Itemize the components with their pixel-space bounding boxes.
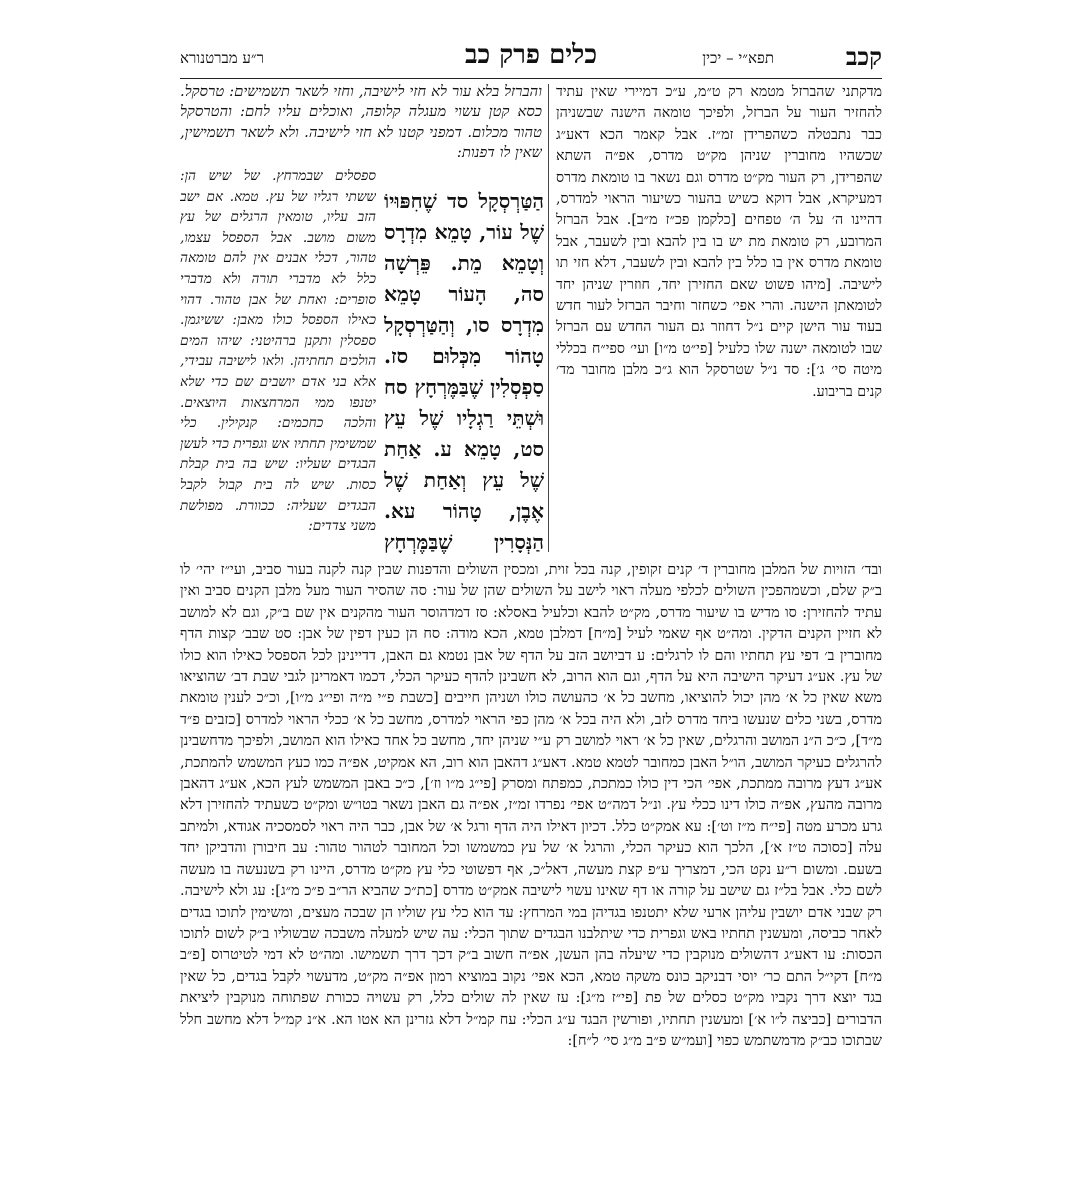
header-rule [180, 78, 882, 79]
column-divider [548, 84, 549, 552]
bartenura-top [180, 82, 542, 164]
running-header [180, 40, 882, 78]
commentary-title: ר״ע מברטנורא [180, 49, 264, 67]
bartenura-top-text: והברזל בלא עור לא חזי לישיבה, וחזי לשאר תשמישים: טרסקל. כסא קטן עשוי מעגלה קלופה, ואוכלים עליו לחם: והטרסקל טהור מכלום. דמפני קטנו לא חזי לישיבה. ולא לשאר תשמישין, שאין לו דפנות: [180, 83, 542, 162]
mishna-text: הַטַּרְסְקָל סד שֶׁחִפּוּיוֹ שֶׁל עוֹר, טָמֵא מִדְרָס וְטָמֵא מֵת. פֵּרְשָׁה סה, הָעוֹר טָמֵא מִדְרָס סו, וְהַטַּרְסְקָל טָהוֹר מִכְּלוּם סז. סַפְסְלִין שֶׁבַּמֶּרְחָץ סח וּשְׁתֵּי רַגְלָיו שֶׁל עֵץ סט, טָמֵא ע. אַחַת שֶׁל עֵץ וְאַחַת שֶׁל אֶבֶן, טָהוֹר עא. הַנְּסָרִין שֶׁבַּמֶּרְחָץ [384, 189, 544, 554]
tosafot-yom-tov-top [556, 82, 882, 558]
tosafot-bottom [180, 560, 882, 1140]
page-number: קכב [845, 42, 882, 71]
book-title: תפא״י – יכין [702, 49, 774, 67]
mishna-text-block [384, 186, 544, 558]
bartenura-side [180, 166, 376, 560]
bartenura-side-text: ספסלים שבמרחץ. של שיש הן: ששתי רגליו של עץ. טמא. אם ישב הזב עליו, טומאין הרגלים של עץ משום מושב. אבל הספסל עצמו, טהור, דכלי אבנים אין להם טומאה כלל לא מדברי תורה ולא מדברי סופרים: ואחת של אבן טהור. דהוי כאילו הספסל כולו מאבן: ששיגמן. ספסלין ותקנן ברהיטני: שיהו המים הולכים תחתיהן. ולאו לישיבה עבידי, אלא בני אדם יושבים שם כדי שלא יטנפו ממי המרחצאות היוצאים. והלכה כחכמים: קנקילין. כלי שמשימין תחתיו אש וגפרית כדי לעשן הבגדים שעליו: שיש בה בית קבלת כסות. שיש לה בית קבול לקבל הבגדים שעליה: ככוורת. מפולשת משני צדדים: [180, 168, 376, 535]
tosafot-bottom-text: ובד׳ הזויות של המלבן מחוברין ד׳ קנים זקופין, קנה בכל זוית, ומכסין השולים והדפנות שבין קנה לקנה בעור סביב, ועי״ז יהי׳ לו ב״ק שלם, וכשמהפכין השולים לכלפי מעלה ראוי לישב על השולים שהן של עור: סה שהסיר העור מעל מלבן הקנים סביב ואין עתיד להחזירן: סו מדיש בו שיעור מדרס, מק״ט להבא וכלעיל באסלא: סז דמדהוסר העור מהקנים אין שם ב״ק, וגם לא למושב לא חזיין הקנים הדקין. ומה״ט אף שאמי לעיל [מ״ח] דמלבן טמא, הכא מודה: סח הן כעין דפין של אבן: סט שבב׳ קצות הדף מחוברין ב׳ דפי עץ תחתיו והם לו לרגלים: ע דביושב הזב על הדף של אבן נטמא גם האבן, דדיינינן לכל הספסל כאילו הוא כולו של עץ. אע״ג דעיקר הישיבה היא על הדף, וגם הוא הרוב, לא חשבינן להדף כעיקר הכלי, דכמו דאמרינן לגבי שבת דב׳ שהוציאו משא שאין כל א׳ מהן יכול להוציאו, מחשב כל א׳ כהעושה כולו ושניהן חייבים [כשבת פ״י מ״ה ופי״ג מ״ו], וכ״כ לענין טומאת מדרס, בשני כלים שנעשו ביחד מדרס לזב, ולא היה בכל א׳ מהן כפי הראוי למדרס, מחשב כל א׳ ככלי הראוי למדרס [כזבים פ״ד מ״ד], כ״כ ה״נ המושב והרגלים, שאין כל א׳ ראוי למושב רק ע״י שניהן יחד, מחשב כל אחד כאילו הוא המושב, ולפיכך מדחשבינן להרגלים כעיקר המושב, הו״ל האבן כמחובר לטמא טמא. דאע״ג דהאבן הוא רוב, הא אמקיט, אפ״ה כמו כעץ המשמש להמתכת, אע״ג דעץ מרובה ממתכת, אפי׳ הכי דין כולו כמתכת, כמפתח ומסרק [פי״ג מ״ו וז׳], כ״כ באבן המשמש לעץ הכא, אע״ג דהאבן מרובה מהעץ, אפ״ה כולו דינו ככלי עץ. ונ״ל דמה״ט אפי׳ נפרדו זמ״ז, אפ״ה גם האבן נשאר בטו״ש ומק״ט כשעתיד להחזירן דלא גרע מכרע מטה [פי״ח מ״ז וט׳]: עא אמק״ט כלל. דכיון דאילו היה הדף ורגל א׳ של אבן, כבר היה ראוי לסמסכיה אגודא, ולמיתב עלה [כסוכה ט״ז א׳], הלכך הוא כעיקר הכלי, והרגל א׳ של עץ כמשמשו וכל המחובר לטהור טהור: עב חיבורן והדביקן יחד בשעם. ומשום ר״ע נקט הכי, דמצריך ע״פ קצת מעשה, דאל״כ, אף דפשוטי כלי עץ מק״ט מדרס, היינו רק בשנעשה בו מעשה לשם כלי. אבל בל״ז גם שישב על קורה או דף שאינו עשוי לישיבה אמק״ט מדרס [כת״כ שהביא הר״ב פ״כ מ״ג]: עג ולא לישיבה. רק שבני אדם יושבין עליהן ארעי שלא יתטנפו בגדיהן במי המרחץ: עד הוא כלי עץ שוליו הן שבכה מעצים, ומשימין לתוכו בגדים לאחר כביסה, ומעשנין תחתיו באש וגפרית כדי שיתלבנו הבגדים שתוך הכלי: עה שיש למעלה משבכה שבשוליו ב״ק לשום לתוכו הכסות: עו דאע״ג דהשולים מנוקבין כדי שיעלה בהן העשן, אפ״ה חשוב ב״ק דכך דרך תשמישו. ומה״ט לא דמי לטיטרוס [פ״ב מ״ח] דקי״ל התם כר׳ יוסי דבניקב כונס משקה טמא, הכא אפי׳ נקוב במוציא רמון אפ״ה מק״ט, מדעשוי לקבל בגדים, כל שאין בגד יוצא דרך נקביו מק״ט כסלים של פת [פי״ז מ״ג]: עז שאין לה שולים כלל, רק עשויה ככורת שפתוחה מנוקבין ליציאת הדבורים [כביצה ל״ו א׳] ומעשנין תחתיו, ופורשין הבגד ע״ג הכלי: עח קמ״ל דלא גזרינן הא אטו הא. א״נ קמ״ל דלא מחשב חלל שבתוכו כב״ק מדמשתמש כפוי [ועמ״ש פ״ב מ״ג סי׳ ל״ח]: [180, 562, 882, 1049]
chapter-title: כלים פרק כב [464, 40, 598, 70]
tosafot-top-text: מדקתני שהברזל מטמא רק ט״מ, ע״כ דמיירי שאין עתיד להחזיר העור על הברזל, ולפיכך טומאה הישנה שבשניהן כבר נתבטלה כשהפרידן זמ״ז. אבל קאמר הכא דאע״ג שכשהיו מחוברין שניהן מק״ט מדרס, אפ״ה השתא שהפרידן, רק העור מק״ט מדרס וגם נשאר בו טומאת מדרס דמעיקרא, אבל דוקא כשיש בהעור כשיעור הראוי למדרס, דהיינו ה׳ על ה׳ טפחים [כלקמן פכ״ז מ״ב]. אבל הברזל המרובע, רק טומאת מת יש בו בין להבא ובין לשעבר, אבל טומאת מדרס אין בו כלל בין להבא ובין לשעבר, דלא חזי תו לישיבה. [מיהו פשוט שאם החזירן יחד, חוזרין שניהן יחד לטומאתן הישנה. והרי אפי׳ כשחזר וחיבר הברזל לעור חדש בעוד עור הישן קיים נ״ל דחוזר גם העור החדש עם הברזל שבו לטומאה ישנה שלו כלעיל [פי״ט מ״ו] ועי׳ ספי״ח בכללי מיטה סי׳ ג׳]: סד נ״ל שטרסקל הוא ג״כ מלבן מחובר מד׳ קנים בריבוע. [556, 84, 882, 400]
